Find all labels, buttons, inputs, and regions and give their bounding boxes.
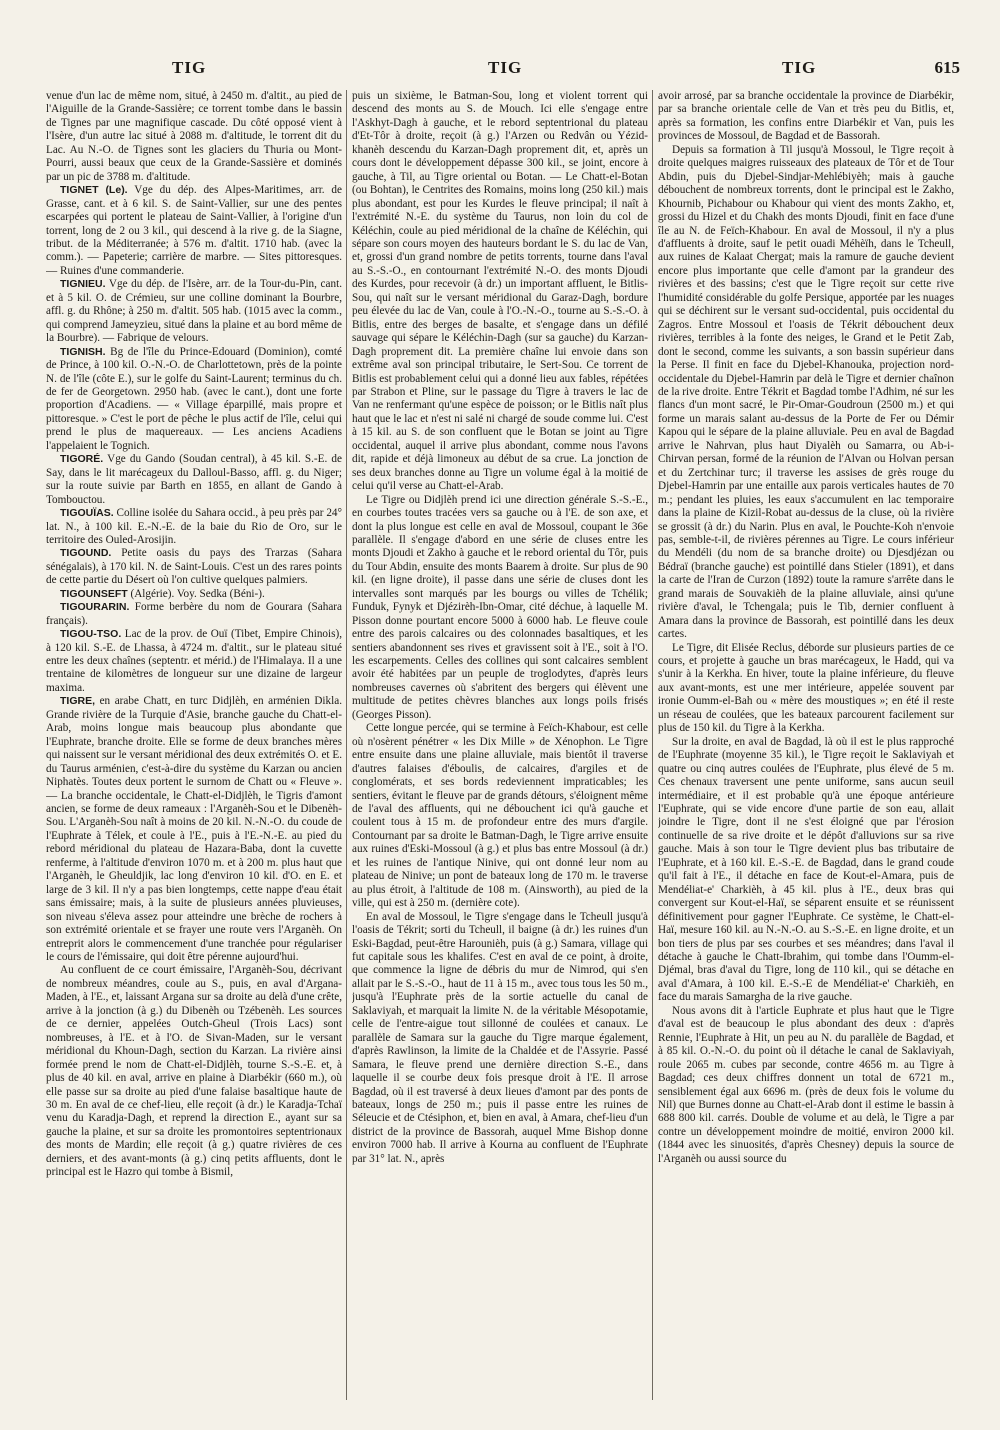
entry-text: Forme berbère du nom de Gourara (Sahara français). (46, 601, 342, 627)
entry-text: Petite oasis du pays des Trarzas (Sahara sénégalais), à 170 kil. N. de Saint-Louis. C'est un des rares points de cette partie du Désert où l'on cultive quelques palmiers. (46, 547, 342, 587)
entry-text: En aval de Mossoul, le Tigre s'engage dans le Tcheull jusqu'à l'oasis de Tékrit; sorti du Tcheull, il baigne (à dr.) les ruines d'un Eski-Bagdad, peut-être Harounièh, puis (à g.) Samara, village qui fut capitale sous les khalifes. C'est en aval de ce point, à droite, que commence la ligne de débris du mur de Nimrod, qui s'en allait par le S.-S.-O., haut de 11 à 15 m., avec tous tous les 50 m., jusqu'à l'Euphrate près de la sortie actuelle du canal de Saklaviyah, et marquait la limite N. de la véritable Mésopotamie, celle de l'entre-aigue tout sillonné de coulées et canaux. Le parallèle de Samara sur la gauche du Tigre marque également, d'après Rawlinson, la limite de la Chaldée et de l'Assyrie. Passé Samara, le fleuve prend une dernière direction S.-E., dans laquelle il se courbe deux fois presque droit à l'E. Il arrose Bagdad, où il est traversé à deux lieues d'amont par des ponts de bateaux, longs de 250 m.; puis il passe entre les ruines de Séleucie et de Ctésiphon, et, bien en aval, à Amara, chef-lieu d'un district de la province de Bassorah, auquel Mme Bishop donne environ 7000 hab. Il arrive à Kourna au confluent de l'Euphrate par 31° lat. N., après (352, 910, 648, 1165)
column-divider (652, 90, 653, 1400)
text-paragraph (352, 722, 648, 910)
entry-text: Cette longue percée, qui se termine à Feïch-Khabour, est celle où n'osèrent pénétrer « les Dix Mille » de Xénophon. Le Tigre entre ensuite dans une plaine alluviale, mais bientôt il traverse d'autres falaises d'éboulis, de calcaires, d'argiles et de conglomérats, et ses bords redeviennent impraticables; les sentiers, évitant le fleuve par de grands détours, s'éloignent même de l'aval des affluents, qui ne débouchent ici qu'à gauche et coulent tous à 15 m. de profondeur entre des murs d'argile. Contournant par sa droite le Batman-Dagh, le Tigre arrive ensuite aux ruines d'Eski-Mossoul (à g.) et plus bas entre Mossoul (à dr.) et les ruines de l'antique Ninive, qui ont donné leur nom au plateau de Ninive; un pont de bateaux long de 170 m. le traverse au plus étroit, à l'altitude de 108 m. (Ainsworth), au pied de la ville, qui est à 250 m. (dernière cote). (352, 722, 648, 910)
header-keyword-col1: TIG (172, 58, 207, 77)
dictionary-entry (46, 507, 342, 547)
entry-text: en arabe Chatt, en turc Didjlèh, en arménien Dikla. Grande rivière de la Turquie d'Asie, branche gauche du Chatt-el-Arab, moins longue mais beaucoup plus abondante que l'Euphrate, branche droite. Elle se forme de deux branches mères qui naissent sur le versant méridional des deux extrémités O. et E. du Taurus arménien, c'est-à-dire du système du Karzan ou ancien Niphatès. Toutes deux portent le surnom de Chatt ou « Fleuve ». — La branche occidentale, le Chatt-el-Didjlèh, le Tigris d'amont ancien, se forme de deux rameaux : l'Arganèh-Sou et le Dibenèh-Sou. L'Arganèh-Sou naît à moins de 20 kil. N.-N.-O. du coude de l'Euphrate à Télek, et coule à l'E., puis à l'E.-N.-E. au pied du rebord méridional du plateau de Hazara-Baba, dont la cuvette renferme, à l'altitude d'environ 1070 m. et à 200 m. plus haut que l'Arganèh, le Gheuldjik, lac long d'environ 10 kil. d'O. en E. et large de 3 kil. Il n'y a pas bien longtemps, cette nappe d'eau était sans émissaire; mais, à la suite de plusieurs années pluvieuses, son niveau s'éleva assez pour atteindre une brèche de rochers à son extrémité orientale et se frayer une route vers l'Arganèh. On entreprit alors le commencement d'une tranchée pour régulariser le cours de l'émissaire, qui doit être pérenne aujourd'hui. (46, 695, 342, 963)
entry-headword: TIGOUÏAS. (60, 507, 114, 520)
text-paragraph (658, 736, 954, 1005)
text-paragraph (658, 1005, 954, 1166)
entry-text: Sur la droite, en aval de Bagdad, là où il est le plus rapproché de l'Euphrate (moyenne 35 kil.), le Tigre reçoit le Saklaviyah et quatre ou cinq autres coulées de l'Euphrate, plus élevé de 5 m. Ces chenaux traversent une pente uniforme, sans aucun seuil intermédiaire, et il est probable qu'à une époque antérieure l'Euphrate, qui se vide encore d'une partie de son eau, allait joindre le Tigre, dont il ne s'est éloigné que par l'érosion continuelle de sa rive droite et le dépôt d'alluvions sur sa rive gauche. Mais à son tour le Tigre devient plus bas tributaire de l'Euphrate, et à 160 kil. E.-S.-E. de Bagdad, dans le grand coude qu'il fait à l'E., il détache en face de Kout-el-Amara, puis de Mendéliat-e' Charkièh, à 45 kil. plus à l'E., deux bras qui convergent sur Kout-el-Haï, se séparent ensuite et se réunissent définitivement pour gagner l'Euphrate. Ce système, le Chatt-el-Haï, mesure 160 kil. au N.-N.-O. au S.-S.-E. en ligne droite, et un bon tiers de plus par ses courbes et ses méandres; dans l'aval il détache à gauche le Chatt-Ibrahim, qui tombe dans l'Oumm-el-Djémal, bras d'aval du Tigre, long de 110 kil., qui se détache en aval d'Amara, à 100 kil. E.-S.-E de Mendéliat-e' Charkièh, en face du marais Samargha de la rive gauche. (658, 735, 954, 1004)
text-column-1 (46, 90, 342, 1400)
entry-text: Le Tigre ou Didjlèh prend ici une direction générale S.-S.-E., en courbes toutes tracées vers sa gauche ou à l'E. de son axe, et dont la plus longue est celle en aval de Mossoul, coupant le 36e parallèle. Il s'engage d'abord en une série de cluses entre les monts Djoudi et Zakho à gauche et le rebord oriental du Tôr, puis du Tour Abdin, ensuite des monts Baarem à droite. Sur plus de 90 kil. (en ligne droite), il passe dans une série de cluses dont les intervalles sont marqués par les bourgs ou villes de Tchélik; Funduk, Fynyk et Djézirèh-Ibn-Omar, cité déchue, à laquelle M. Pisson donne pourtant encore 5000 à 6000 hab. Le fleuve coule entre des parois calcaires ou des colonnades basaltiques, et les sentiers abandonnent ses rives et gravissent soit à l'E., soit à l'O. les escarpements. Celles des collines qui sont calcaires semblent avoir été habitées par un peuple de troglodytes, d'après leurs nombreuses cavernes où s'abritent des bergers qui élèvent une multitude de petites chèvres blanches aux longs poils frisés (Georges Pisson). (352, 493, 648, 721)
header-keyword-col2: TIG (488, 58, 523, 77)
column-divider (346, 90, 347, 1400)
text-paragraph (46, 964, 342, 1179)
text-paragraph (658, 144, 954, 642)
entry-text: puis un sixième, le Batman-Sou, long et violent torrent qui descend des monts au S. de Mouch. Ici elle s'engage entre l'Askhyt-Dagh à gauche, et le rebord septentrional du plateau d'Et-Tôr à droite, reçoit (à g.) l'Arzen ou Redvân ou Yézid-khanèh descendu du Karzan-Dagh proprement dit, et, après un cours dont le développement dépasse 300 kil., se joint, encore à gauche, à Til, au Tigre oriental ou Botan. — Le Chatt-el-Botan (ou Bohtan), le Centrites des Romains, moins long (250 kil.) mais plus abondant, est pour les Kurdes le fleuve principal; il naît à l'extrémité N.-E. du système du Taurus, non loin du col de Kéléchin, coule au pied méridional de la chaîne de Kéléchin, qui sépare son cours moyen des hauteurs bordant le S. du lac de Van, et, grossi d'un grand nombre de petits torrents, tourne dans l'aval au S.-S.-O., en contournant l'extrémité N.-O. des monts Djoudi des Kurdes, pour recevoir (à dr.) un important affluent, le Bitlis-Sou, qui naît sur le versant méridional du Garaz-Dagh, bordure peu élevée du lac de Van, coule à l'O.-N.-O., tourne au S.-S.-O. à Bitlis, entre des berges de basalte, et s'engage dans un défilé sauvage qui sépare le Kéléchin-Dagh (sur sa gauche) du Karzan-Dagh proprement dit. La première chaîne lui envoie dans son extrême aval son principal tributaire, le Sert-Sou. Ce torrent de Bitlis est probablement celui qui a donné lieu aux fables, répétées par Strabon et Pline, sur le passage du Tigre à travers le lac de Van ne renfermant qu'une espèce de poisson; or le Bitlis naît plus haut que le lac et n'est ni salé ni chargé de soude comme lui. C'est à 15 kil. au S. de son confluent que le Botan se joint au Tigre occidental, auquel il arrive plus abondant, comme nous l'avons dit, rapide et déjà limoneux au début de sa crue. La jonction de ses deux branches donne au Tigre un volume égal à la moitié de celui qu'il verse au Chatt-el-Arab. (352, 90, 648, 493)
running-header (40, 58, 960, 82)
dictionary-entry (46, 628, 342, 695)
dictionary-entry (46, 184, 342, 278)
entry-text: Nous avons dit à l'article Euphrate et plus haut que le Tigre d'aval est de beaucoup le plus abondant des deux : d'après Rennie, l'Euphrate à Hit, un peu au N. du parallèle de Bagdad, et à 85 kil. O.-N.-O. du point où il détache le canal de Saklaviyah, roule 2065 m. cubes par seconde, contre 4656 m. au Tigre à Bagdad; ces deux chiffres donnent un total de 6721 m., sensiblement égal aux 6696 m. (près de deux fois le volume du Nil) que Burnes donne au Chatt-el-Arab dont il estime le bassin à 688 800 kil. carrés. Double de volume et au delà, le Tigre a par contre un développement moindre de moitié, environ 2000 kil. (1844 avec les sinuosités, d'après Chesney) depuis la source de l'Arganèh ou aussi source du (658, 1004, 954, 1165)
entry-headword: TIGNISH. (60, 345, 106, 358)
entry-text: Vge du Gando (Soudan central), à 45 kil. S.-E. de Say, dans le lit marécageux du Dalloul-Basso, affl. g. du Niger; sur la route suivie par Barth en 1855, en allant de Gando à Tombouctou. (46, 453, 342, 506)
entry-text: venue d'un lac de même nom, situé, à 2450 m. d'altit., au pied de l'Aiguille de la Grande-Sassière; ce torrent tombe dans le bassin de Tignes par une magnifique cascade. Du côté opposé vient à l'Isère, d'un autre lac situé à 2088 m. d'altitude, le torrent dit du Lac. Au N.-O. de Tignes sont les glaciers du Thuria ou Mont-Pourri, aussi beaux que ceux de la Grande-Sassière et dominés par un pic de 3788 m. d'altitude. (46, 90, 342, 183)
dictionary-entry (46, 278, 342, 345)
entry-headword: TIGOURARIN. (60, 601, 130, 614)
entry-text: Depuis sa formation à Til jusqu'à Mossoul, le Tigre reçoit à droite quelques maigres ruisseaux des plateaux de Tôr et de Tour Abdin, puis du Djebel-Sindjar-Mehlébiyèh; mais à gauche débouchent de nombreux torrents, dont le principal est le Zakho, Khournib, Pichabour ou Khabour qui vient des monts Zakho, et, grossi du Hizel et du Chakh des monts Djoudi, finit en face d'une île au N. de Feïch-Khabour. En aval de Mossoul, il n'y a plus d'affluents à droite, sauf le petit ouadi Méhèïh, dans le Tcheull, aux ruines de Kalaat Chergat; mais la ramure de gauche devient encore plus importante que celle d'amont par la grandeur des rivières et des bassins; c'est que le Tigre reçoit sur cette rive l'humidité considérable du golfe Persique, apportée par les nuages qui se déchirent sur le versant sud-occidental, puis occidental du Zagros. Entre Mossoul et l'oasis de Tékrit débouchent deux rivières, terribles à la fonte des neiges, le Grand et le Petit Zab, dont le second, comme les suivants, a son bassin supérieur dans la Perse. Il finit en face du Djebel-Khanouka, projection nord-occidentale du Djebel-Hamrin par delà le Tigre et dernier chaînon de la rive droite. Entre Tékrit et Bagdad tombe l'Adhim, né sur les flancs d'un mont sacré, le Pir-Omar-Goudroun (2500 m.) et qui forme un marais salant au-dessus de la Porte de Fer ou Démir Kapou qui le sépare de la plaine alluviale. Peu en aval de Bagdad arrive le Nahrvan, plus haut Diyalèh ou Samarra, ou Ab-i-Chirvan persan, formé de la réunion de l'Alvan ou Holvan persan et du Zertchinar turc; il traverse les assises de grès rouge du Djebel-Hamrin par une entaille aux parois verticales hautes de 70 m.; pendant les pluies, les eaux s'accumulent en lac temporaire dans la plaine de Kizil-Robat au-dessus de la cluse, où la rivière se grossit (à dr.) du Narin. Plus en aval, le Pouchte-Koh n'envoie pas, semble-t-il, de rivières pérennes au Tigre. Le cours inférieur du Mendéli (du nom de sa branche droite) ou Djesdjézan ou Bédraï (branche gauche) est pointillé dans Stieler (1891), et dans la carte de l'Iran de Curzon (1892) toute la ramure s'arrête dans le grand marais de Souvakièh de la plaine alluviale, ainsi qu'une rivière d'aval, le Tchengala; puis le Tib, dernier confluent à Amara dans la province de Bassorah, est pointillé dans les deux cartes. (658, 143, 954, 641)
text-paragraph (46, 90, 342, 184)
entry-text: Colline isolée du Sahara occid., à peu près par 24° lat. N., à 100 kil. E.-N.-E. de la baie du Rio de Oro, sur le territoire des Ouled-Arosijin. (46, 507, 342, 546)
text-paragraph (658, 90, 954, 144)
entry-text: avoir arrosé, par sa branche occidentale la province de Diarbékir, par sa branche orientale celle de Van et très peu du Bitlis, et, après sa formation, les confins entre Diarbékir et Van, puis les provinces de Mossoul, de Bagdad et de Bassorah. (658, 90, 954, 143)
entry-headword: TIGOUND. (60, 547, 112, 560)
entry-headword: TIGNET (Le). (60, 184, 128, 197)
dictionary-entry (46, 588, 342, 601)
entry-text: Le Tigre, dit Elisée Reclus, déborde sur plusieurs parties de ce cours, et projette à gauche un bras marécageux, le Hadd, qui va s'unir à la Kerkha. En hiver, toute la plaine inférieure, du fleuve aux avant-monts, est une mer intérieure, appelée souvent par ironie Oumm-el-Bah ou « mère des moustiques »; en été il reste un réseau de coulées, que les bateaux parcourent facilement sur plus de 150 kil. du Tigre à la Kerkha. (658, 641, 954, 735)
dictionary-entry (46, 547, 342, 587)
entry-text: Vge du dép. des Alpes-Maritimes, arr. de Grasse, cant. et à 6 kil. S. de Saint-Vallier, sur une des pentes escarpées qui portent le plateau de Saint-Vallier, à l'origine d'un torrent, long de 2 ou 3 kil., qui descend à la rive g. de la Siagne, tribut. de la Méditerranée; à 576 m. d'altit. 1710 hab. (avec la comm.). — Papeterie; carrière de marbre. — Sites pittoresques. — Ruines d'une commanderie. (46, 184, 342, 277)
dictionary-entry (46, 601, 342, 628)
entry-text: Vge du dép. de l'Isère, arr. de la Tour-du-Pin, cant. et à 5 kil. O. de Crémieu, sur une colline dominant la Bourbre, affl. g. du Rhône; à 250 m. d'altit. 505 hab. (1015 avec la comm., qui comprend Jameyzieu, situé dans la plaine et au bord même de la Bourbre). — Fabrique de velours. (46, 278, 342, 345)
dictionary-entry (46, 453, 342, 507)
page-number: 615 (934, 58, 960, 77)
header-keyword-col3: TIG (782, 58, 817, 77)
entry-headword: TIGOUNSEFT (60, 587, 128, 600)
entry-headword: TIGNIEU. (60, 278, 106, 291)
entry-headword: TIGORÉ. (60, 453, 104, 466)
text-column-3 (658, 90, 954, 1400)
entry-headword: TIGRE, (60, 695, 96, 708)
entry-text: Lac de la prov. de Ouï (Tibet, Empire Chinois), à 120 kil. S.-E. de Lhassa, à 4724 m. d'altit., sur le plateau situé entre les deux chaînes (septentr. et mérid.) de l'Himalaya. Il a une trentaine de kilomètres de longueur sur une dizaine de largeur maxima. (46, 628, 342, 694)
dictionary-entry (46, 695, 342, 964)
entry-text: Bg de l'île du Prince-Edouard (Dominion), comté de Prince, à 100 kil. O.-N.-O. de Charlottetown, près de la pointe N. de l'île (côte E.), sur le golfe du Saint-Laurent; terminus du ch. de fer de Georgetown. 2950 hab. (avec le cant.), dont une forte proportion d'Acadiens. — « Village éparpillé, mais propre et pittoresque. » C'est le port de pêche le plus actif de l'île, celui qui prend le plus de maquereaux. — Les anciens Acadiens l'appelaient le Tognich. (46, 345, 342, 452)
page-body (40, 90, 960, 1400)
text-paragraph (352, 90, 648, 494)
entry-headword: TIGOU-TSO. (60, 628, 122, 641)
dictionary-entry (46, 346, 342, 454)
text-column-2 (352, 90, 648, 1400)
entry-text: (Algérie). Voy. Sedka (Béni-). (127, 587, 265, 600)
text-paragraph (352, 494, 648, 723)
text-paragraph (352, 911, 648, 1167)
text-paragraph (658, 642, 954, 736)
entry-text: Au confluent de ce court émissaire, l'Arganèh-Sou, décrivant de nombreux méandres, coule au S., puis, en aval d'Argana-Maden, à l'E., et, laissant Argana sur sa droite au delà d'une crête, arrive à la jonction (à g.) du Dibenèh ou Tzébenèh. Les sources de ce dernier, appelées Outch-Gheul (Trois Lacs) sont nombreuses, à l'E. et à l'O. de Sivan-Maden, sur le versant méridional du Khoun-Dagh, section du Karzan. La rivière ainsi formée prend le nom de Chatt-el-Didjlèh, tourne S.-S.-E. et, à plus de 40 kil. en aval, arrive en plaine à Diarbékir (660 m.), où elle passe sur sa droite au pied d'une falaise basaltique haute de 30 m. En aval de ce chef-lieu, elle reçoit (à dr.) le Karadja-Tchaï venu du Karadja-Dagh, et reprend la direction E., ayant sur sa gauche la plaine, et sur sa droite les promontoires septentrionaux des monts de Mardin; elle reçoit (à g.) quatre rivières de ces derniers, et des avant-monts (à g.) cinq petits affluents, dont le principal est le Hazro qui tombe à Bismil, (46, 964, 342, 1179)
